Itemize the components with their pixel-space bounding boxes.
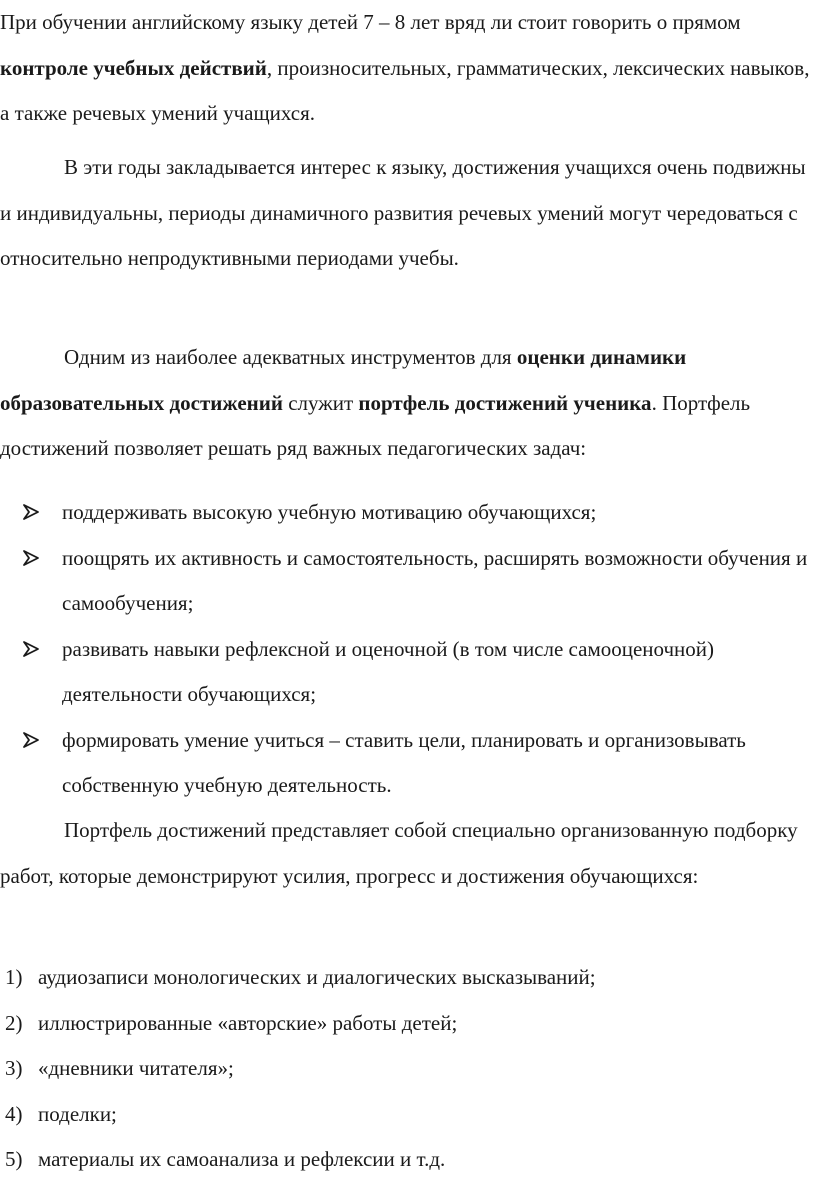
paragraph-intro-text-1: При обучении английскому языку детей 7 – 8 лет вряд ли стоит говорить о прямом: [0, 10, 741, 34]
numbered-item: [0, 1092, 810, 1138]
numbered-item: [0, 1046, 810, 1092]
portfolio-items-list: [0, 955, 810, 1183]
item-number: 1): [5, 965, 23, 989]
paragraph-portfolio-text-2: служит: [282, 390, 359, 415]
paragraph-portfolio-definition: Портфель достижений представляет собой специально организованную подборку работ, которые демонстрируют усилия, прогресс и достижения обучающихся:: [0, 818, 798, 888]
paragraph-interest: В эти годы закладывается интерес к языку, достижения учащихся очень подвижны и индивидуальны, периоды динамичного развития речевых умений могут чередоваться с относительно непродуктивными периодами учебы.: [0, 155, 806, 270]
bullet-item: [0, 536, 810, 627]
paragraph-intro-text-2: , произносительных, грамматических, лексических навыков, а также речевых умений учащихся.: [0, 55, 810, 125]
item-number: 3): [5, 1056, 23, 1080]
arrowhead-bullet-icon: [22, 490, 44, 535]
bullet-item: [0, 718, 810, 809]
bullet-text: поддерживать высокую учебную мотивацию обучающихся;: [62, 500, 597, 524]
paragraph-portfolio-text-1: Одним из наиболее адекватных инструментов для: [64, 345, 517, 369]
bullet-text: развивать навыки рефлексной и оценочной (в том числе самооценочной) деятельности обучающихся;: [62, 636, 715, 706]
item-text: «дневники читателя»;: [38, 1056, 234, 1080]
paragraph-intro-bold: контроле учебных действий: [0, 55, 267, 80]
item-text: материалы их самоанализа и рефлексии и т.д.: [38, 1147, 446, 1171]
paragraph-portfolio: [0, 335, 816, 472]
paragraph-intro: [0, 0, 816, 137]
item-number: 5): [5, 1147, 23, 1171]
bullet-item: [0, 627, 810, 718]
task-bullet-list: [0, 490, 810, 809]
item-number: 4): [5, 1101, 23, 1126]
numbered-item: [0, 955, 810, 1001]
arrowhead-bullet-icon: [22, 718, 44, 763]
paragraph-portfolio-text-3: . Портфель достижений позволяет решать ряд важных педагогических задач:: [0, 390, 751, 460]
bullet-text: формировать умение учиться – ставить цели, планировать и организовывать собственную учебную деятельность.: [62, 727, 746, 797]
arrowhead-bullet-icon: [22, 536, 44, 581]
item-text: иллюстрированные «авторские» работы детей;: [38, 1010, 458, 1035]
numbered-item: [0, 1001, 810, 1047]
item-number: 2): [5, 1010, 23, 1035]
bullet-text: поощрять их активность и самостоятельность, расширять возможности обучения и самообучения;: [62, 545, 808, 615]
numbered-item: [0, 1137, 810, 1183]
item-text: аудиозаписи монологических и диалогических высказываний;: [38, 965, 596, 989]
bullet-item: [0, 490, 810, 536]
paragraph-portfolio-bold-1: оценки динамики образовательных достижений: [0, 345, 687, 415]
arrowhead-bullet-icon: [22, 627, 44, 672]
paragraph-portfolio-bold-2: портфель достижений ученика: [358, 390, 652, 415]
item-text: поделки;: [38, 1101, 117, 1126]
